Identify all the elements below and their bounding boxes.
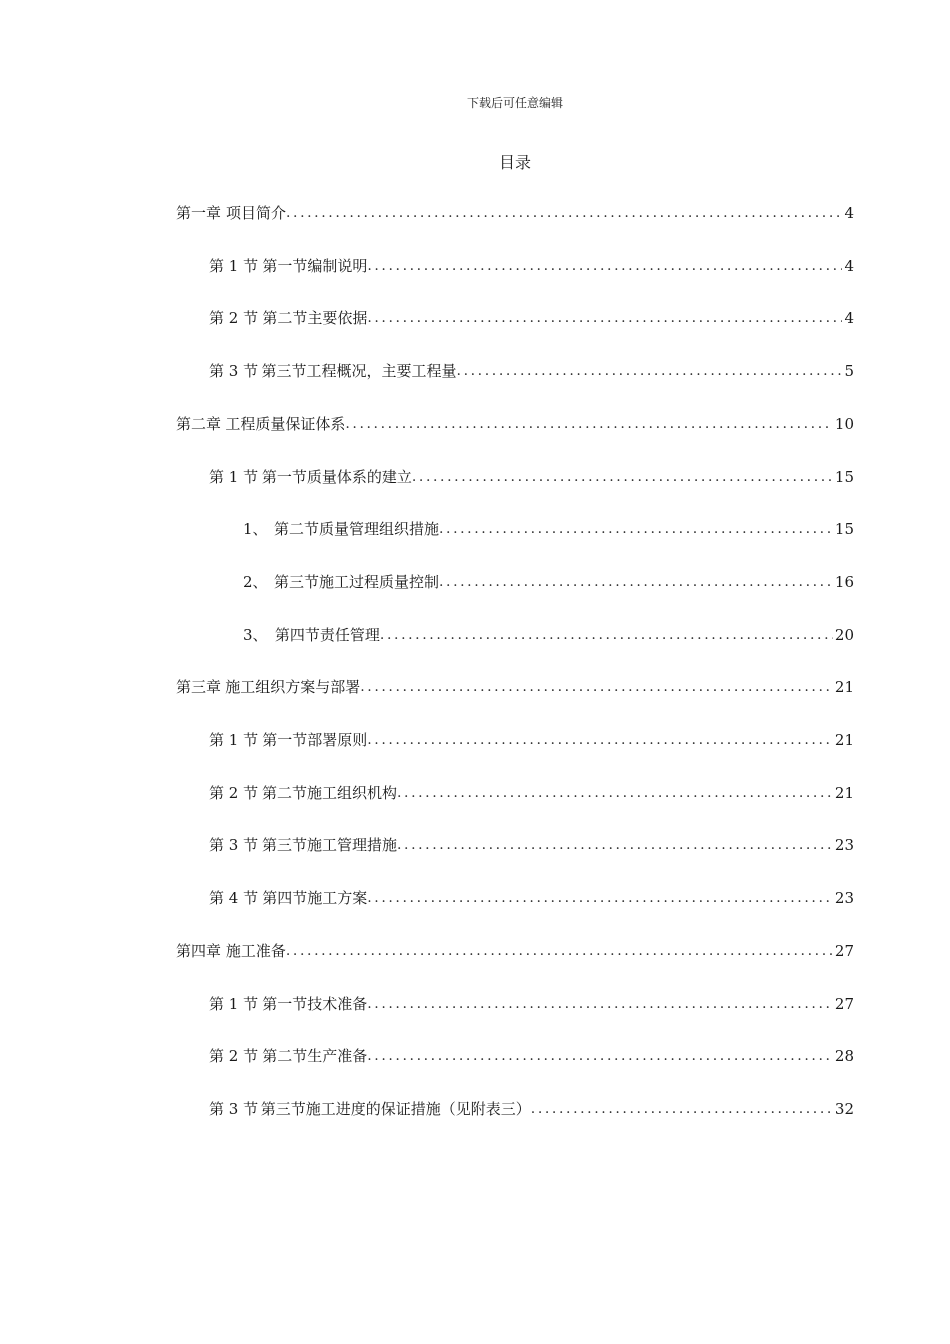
toc-entry[interactable] (176, 940, 854, 962)
toc-entry-page: 32 (834, 1099, 854, 1118)
toc-entry-number: 第二章 (176, 414, 222, 433)
toc-entry-page: 21 (834, 731, 854, 749)
toc-dot-leader (367, 255, 842, 277)
toc-entry[interactable] (209, 782, 854, 804)
toc-entry[interactable] (176, 413, 854, 435)
toc-dot-leader (286, 202, 842, 224)
toc-dot-leader (397, 782, 833, 804)
toc-entry-number: 2、 (243, 572, 268, 591)
toc-entry-page: 23 (834, 889, 854, 908)
toc-dot-leader (457, 360, 843, 382)
toc-entry-number: 第 3 节 (209, 1099, 259, 1118)
toc-entry[interactable] (209, 1098, 854, 1120)
toc-entry-page: 20 (834, 625, 854, 644)
toc-entry-title: 第一节技术准备 (262, 994, 368, 1013)
toc-entry[interactable] (209, 1045, 854, 1067)
toc-entry-number: 第三章 (176, 678, 222, 697)
toc-dot-leader (286, 940, 833, 962)
toc-entry-number: 1、 (243, 520, 268, 539)
toc-entry-title: 施工准备 (225, 941, 286, 960)
toc-dot-leader (345, 413, 833, 435)
toc-entry-number: 第四章 (176, 941, 222, 960)
toc-entry[interactable] (176, 202, 854, 224)
toc-entry[interactable] (209, 255, 854, 277)
toc-entry-title: 施工组织方案与部署 (225, 678, 361, 697)
toc-entry-title: 第三节施工过程质量控制 (273, 572, 439, 591)
toc-dot-leader (367, 1045, 833, 1067)
toc-entry-page: 27 (834, 994, 854, 1013)
toc-entry[interactable] (209, 834, 854, 856)
toc-entry-page: 23 (834, 836, 854, 855)
toc-dot-leader (367, 993, 833, 1015)
toc-entry-page: 4 (844, 256, 854, 275)
toc-entry-title: 第二节主要依据 (262, 309, 368, 328)
toc-entry-title: 第三节施工进度的保证措施（见附表三） (260, 1099, 531, 1118)
toc-entry-page: 4 (844, 204, 854, 222)
toc-entry-title: 第二节质量管理组织措施 (273, 520, 439, 539)
toc-dot-leader (439, 518, 833, 540)
toc-entry[interactable] (209, 993, 854, 1015)
toc-dot-leader (380, 624, 833, 646)
toc-entry-number: 第 1 节 (209, 994, 259, 1013)
toc-entry-title: 第三节施工管理措施 (261, 836, 397, 855)
toc-entry-page: 28 (834, 1047, 854, 1066)
toc-title: 目录 (498, 153, 531, 172)
toc-entry-title: 第一节编制说明 (262, 256, 368, 275)
toc-entry[interactable] (209, 887, 854, 909)
toc-entry-page: 27 (834, 941, 854, 960)
toc-dot-leader (367, 729, 833, 751)
toc-entry[interactable] (209, 307, 854, 329)
toc-entry-number: 3、 (243, 625, 268, 644)
toc-entry-number: 第 4 节 (209, 889, 259, 908)
toc-entry-page: 21 (834, 678, 854, 697)
toc-entry-number: 第一章 (176, 204, 222, 222)
toc-entry-number: 第 2 节 (209, 783, 259, 802)
toc-dot-leader (439, 571, 833, 593)
toc-entry-number: 第 3 节 (209, 362, 259, 381)
toc-entry-title: 第一节部署原则 (262, 731, 368, 749)
toc-dot-leader (531, 1098, 833, 1120)
toc-entry[interactable] (209, 466, 854, 488)
toc-entry-title: 工程质量保证体系 (225, 414, 346, 433)
toc-entry[interactable] (243, 518, 854, 540)
toc-dot-leader (360, 676, 833, 698)
toc-entry-page: 16 (834, 572, 854, 591)
toc-entry-page: 10 (834, 414, 854, 433)
toc-dot-leader (412, 466, 833, 488)
toc-entry-title: 第二节生产准备 (262, 1047, 368, 1066)
header-note: 下载后可任意编辑 (466, 96, 563, 110)
toc-dot-leader (397, 834, 833, 856)
toc-entry[interactable] (176, 676, 854, 698)
toc-entry[interactable] (209, 360, 854, 382)
toc-dot-leader (367, 887, 833, 909)
toc-entry-title: 项目简介 (225, 204, 286, 222)
toc-entry-page: 4 (844, 309, 854, 328)
toc-entry-page: 21 (834, 783, 854, 802)
toc-entry-number: 第 1 节 (209, 731, 259, 749)
toc-entry-number: 第 1 节 (209, 467, 259, 486)
toc-entry-title: 第四节施工方案 (262, 889, 368, 908)
toc-entry-title: 第四节责任管理 (274, 625, 380, 644)
toc-entry-title: 第一节质量体系的建立 (261, 467, 412, 486)
toc-entry-number: 第 2 节 (209, 309, 259, 328)
toc-entry[interactable] (243, 624, 854, 646)
toc-entry-number: 第 2 节 (209, 1047, 259, 1066)
toc-entry-page: 15 (834, 467, 854, 486)
toc-entry[interactable] (209, 729, 854, 751)
toc-entry-number: 第 3 节 (209, 836, 259, 855)
toc-entry-page: 5 (844, 362, 854, 381)
toc-entry-title: 第二节施工组织机构 (261, 783, 397, 802)
toc-entry-page: 15 (834, 520, 854, 539)
toc-entry-number: 第 1 节 (209, 256, 259, 275)
toc-entry-title: 第三节工程概况，主要工程量 (261, 362, 457, 381)
toc-entry[interactable] (243, 571, 854, 593)
toc-dot-leader (367, 307, 842, 329)
